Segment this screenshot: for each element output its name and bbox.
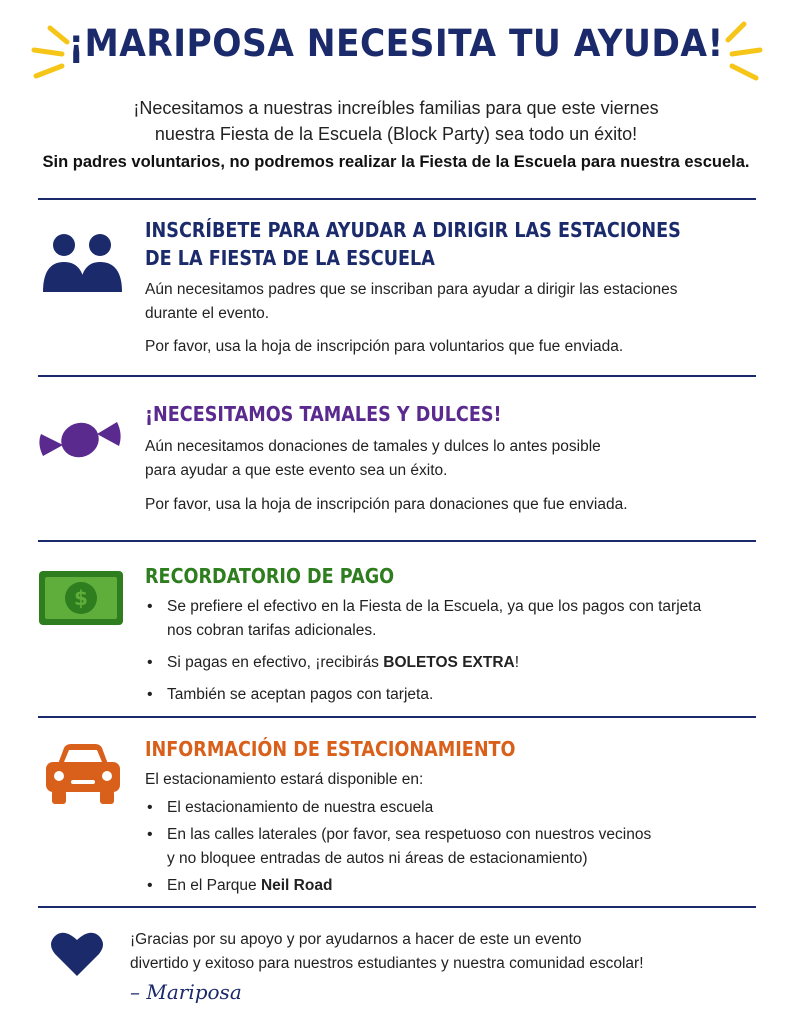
parking-intro: El estacionamiento estará disponible en:: [145, 771, 424, 788]
car-icon: [44, 742, 122, 808]
donations-paragraph-2: Por favor, usa la hoja de inscripción para donaciones que fue enviada.: [145, 496, 628, 513]
thank-you-line-2: divertido y exitoso para nuestros estudiantes y nuestra comunidad escolar!: [130, 955, 644, 972]
intro-line-2: nuestra Fiesta de la Escuela (Block Party) sea todo un éxito!: [154, 124, 638, 144]
payment-bullet-1-line-2: nos cobran tarifas adicionales.: [167, 622, 377, 639]
parking-bullet-2-line-1: • En las calles laterales (por favor, sea respetuoso con nuestros vecinos: [167, 826, 652, 843]
volunteers-heading: [145, 216, 681, 272]
divider: [38, 716, 756, 718]
parking-bullet-school-lot: • El estacionamiento de nuestra escuela: [145, 796, 755, 820]
parking-bullet-2-line-2: y no bloquee entradas de autos ni áreas de estacionamiento): [167, 850, 588, 867]
volunteers-heading-line-2: DE LA FIESTA DE LA ESCUELA: [145, 246, 435, 270]
payment-bullet-cards-accepted: • También se aceptan pagos con tarjeta.: [145, 683, 755, 707]
intro-line-1: ¡Necesitamos a nuestras increíbles familias para que este viernes: [133, 98, 659, 118]
volunteers-paragraph-1-line-2: durante el evento.: [145, 305, 270, 322]
payment-bullet-2-text: Si pagas en efectivo, ¡recibirás: [167, 654, 384, 671]
people-icon: [40, 232, 126, 296]
volunteers-paragraph-1: [145, 278, 745, 326]
svg-text:$: $: [74, 586, 88, 610]
volunteers-paragraph-2: Por favor, usa la hoja de inscripción para voluntarios que fue enviada.: [145, 338, 624, 355]
divider: [38, 540, 756, 542]
payment-heading: RECORDATORIO DE PAGO: [145, 564, 395, 588]
parking-bullet-neil-road-park: [145, 874, 755, 898]
volunteers-paragraph-1-line-1: Aún necesitamos padres que se inscriban para ayudar a dirigir las estaciones: [145, 281, 678, 298]
divider: [38, 906, 756, 908]
divider: [38, 375, 756, 377]
extra-tickets-emphasis: BOLETOS EXTRA: [383, 654, 515, 671]
signature: – Mariposa: [130, 980, 242, 1004]
heart-icon: [50, 930, 104, 978]
warning-text: Sin padres voluntarios, no podremos realizar la Fiesta de la Escuela para nuestra escuela.: [42, 153, 750, 171]
donations-paragraph-1-line-1: Aún necesitamos donaciones de tamales y dulces lo antes posible: [145, 438, 601, 455]
candy-icon: [37, 412, 123, 468]
volunteers-heading-line-1: INSCRÍBETE PARA AYUDAR A DIRIGIR LAS ESTACIONES: [145, 218, 681, 242]
payment-bullet-extra-tickets: [145, 651, 755, 675]
payment-bullet-1-line-1: • Se prefiere el efectivo en la Fiesta de la Escuela, ya que los pagos con tarjeta: [167, 598, 702, 615]
donations-paragraph-1-line-2: para ayudar a que este evento sea un éxito.: [145, 462, 448, 479]
intro-text: [0, 95, 792, 147]
payment-bullet-list: [145, 595, 755, 707]
thank-you-line-1: ¡Gracias por su apoyo y por ayudarnos a hacer de este un evento: [130, 931, 582, 948]
payment-bullet-cash-preferred: [145, 595, 755, 643]
parking-bullet-side-streets: [145, 823, 755, 871]
dollar-bill-icon: [38, 570, 124, 626]
parking-bullet-list: [145, 796, 755, 898]
page-title: ¡MARIPOSA NECESITA TU AYUDA!: [68, 22, 724, 65]
parking-heading: INFORMACIÓN DE ESTACIONAMIENTO: [145, 737, 516, 761]
neil-road-emphasis: Neil Road: [260, 877, 333, 894]
thank-you-message: [130, 928, 750, 976]
parking-bullet-3-text: En el Parque: [167, 877, 261, 894]
payment-bullet-2-end: !: [514, 654, 520, 671]
donations-heading: ¡NECESITAMOS TAMALES Y DULCES!: [145, 402, 502, 426]
donations-paragraph-1: [145, 435, 745, 483]
divider: [38, 198, 756, 200]
